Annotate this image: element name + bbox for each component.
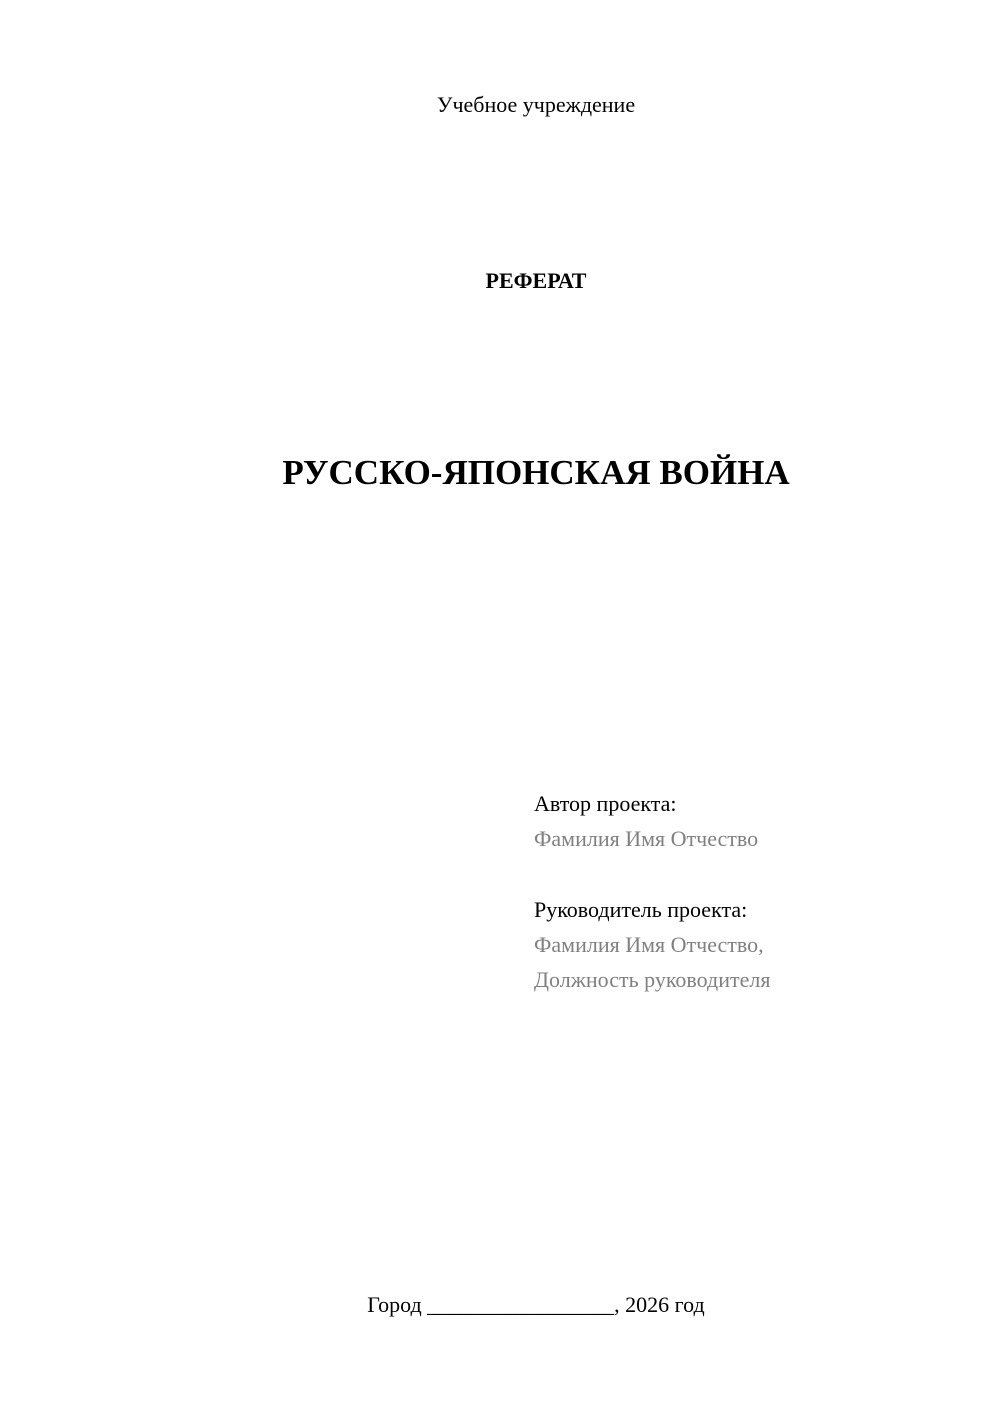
footer-city-year [0,1290,1000,1320]
supervisor-label: Руководитель проекта: [534,897,748,922]
author-label: Автор проекта: [534,791,677,816]
city-label: Город [367,1292,422,1317]
credits-block [534,786,974,997]
city-blank: _________________ [427,1292,615,1317]
year-text: , 2026 год [614,1292,705,1317]
credits-spacer [534,856,974,892]
institution-name: Учебное учреждение [436,92,636,117]
supervisor-name: Фамилия Имя Отчество, [534,932,764,957]
supervisor-position: Должность руководителя [534,967,771,992]
document-type: РЕФЕРАТ [485,268,587,293]
document-title: РУССКО-ЯПОНСКАЯ ВОЙНА [282,453,790,492]
author-name: Фамилия Имя Отчество [534,826,759,851]
